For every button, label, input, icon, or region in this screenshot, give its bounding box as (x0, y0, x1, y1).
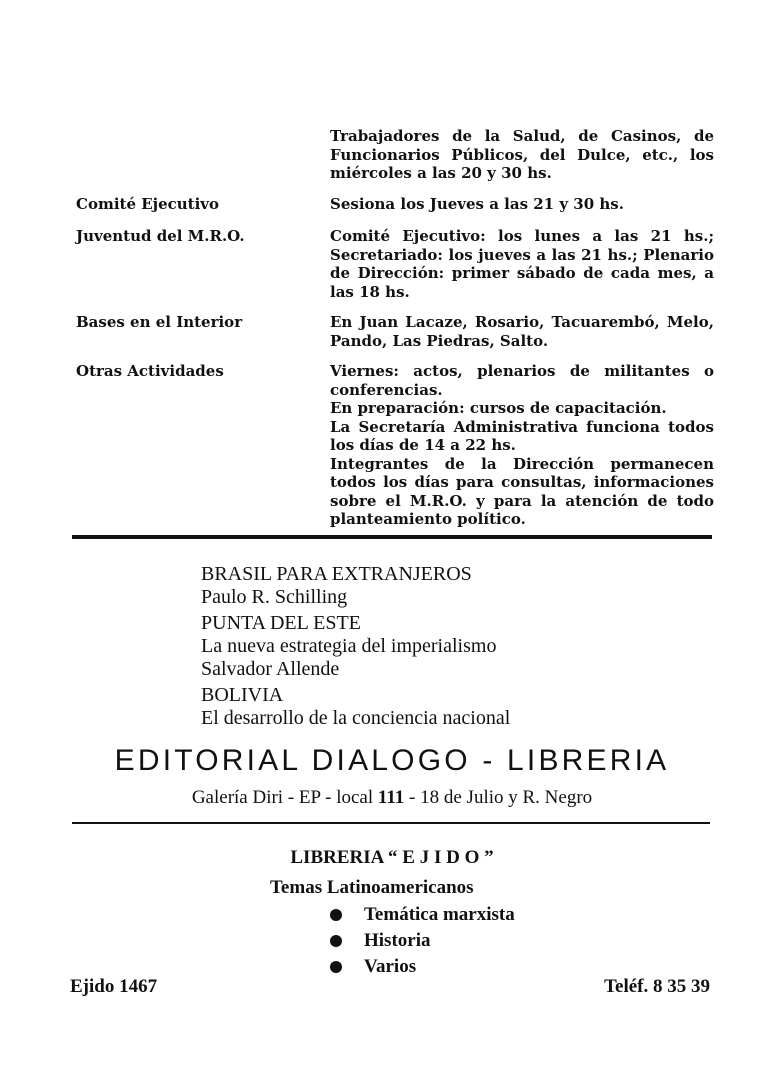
schedule-line: Comité Ejecutivo: los lunes a las 21 hs.; Secretariado: los jueves a las 21 hs.; Plenario de Dirección: primer sábado de cada mes, a las 18 hs. (330, 227, 714, 301)
schedule-description (330, 313, 714, 350)
book-title: BOLIVIA (201, 684, 284, 706)
schedule-line: En Juan Lacaze, Rosario, Tacuarembó, Melo, Pando, Las Piedras, Salto. (330, 313, 714, 350)
schedule-description (330, 195, 714, 214)
bullet-icon (330, 909, 342, 921)
address-part: - 18 de Julio y R. Negro (404, 787, 593, 808)
editorial-address (72, 786, 712, 810)
book-list (201, 563, 661, 733)
book-subtitle: El desarrollo de la conciencia nacional (201, 707, 511, 729)
divider-rule (72, 535, 712, 539)
book-title: BRASIL PARA EXTRANJEROS (201, 563, 472, 585)
libreria-title: LIBRERIA “ E J I D O ” (290, 847, 494, 868)
libreria-phone: Teléf. 8 35 39 (604, 976, 710, 997)
book-author: Paulo R. Schilling (201, 586, 348, 608)
topic-label: Historia (364, 930, 431, 951)
topic-label: Varios (364, 956, 417, 977)
topic-item (326, 928, 515, 954)
schedule-line: La Secretaría Administrativa funciona todos los días de 14 a 22 hs. (330, 417, 714, 454)
schedule-label: Bases en el Interior (76, 313, 243, 331)
topic-item (326, 954, 515, 980)
book-item (201, 684, 661, 730)
schedule-line: Sesiona los Jueves a las 21 y 30 hs. (330, 195, 624, 213)
schedule-label: Comité Ejecutivo (76, 195, 219, 213)
schedule-label: Otras Actividades (76, 362, 224, 380)
book-item (201, 563, 661, 609)
book-author: Salvador Allende (201, 658, 340, 680)
schedule-line: Viernes: actos, plenarios de militantes o conferencias. (330, 362, 714, 399)
schedule-line: Integrantes de la Dirección permanecen todos los días para consultas, informaciones sobre el M.R.O. y para la atención de todo planteamiento político. (330, 454, 714, 528)
schedule-label: Juventud del M.R.O. (76, 227, 245, 245)
schedule-line: Trabajadores de la Salud, de Casinos, de Funcionarios Públicos, del Dulce, etc., los miércoles a las 20 y 30 hs. (330, 127, 714, 182)
schedule-line: En preparación: cursos de capacitación. (330, 399, 667, 417)
book-title: PUNTA DEL ESTE (201, 612, 361, 634)
libreria-address: Ejido 1467 (70, 976, 158, 997)
bullet-icon (330, 935, 342, 947)
book-item (201, 612, 661, 681)
address-number: 111 (377, 787, 405, 808)
editorial-name: EDITORIAL DIALOGO - LIBRERIA (114, 744, 670, 777)
topic-label: Temática marxista (364, 904, 515, 925)
topic-item (326, 902, 515, 928)
schedule-description (330, 362, 714, 529)
libreria-topics (326, 902, 515, 980)
book-subtitle: La nueva estrategia del imperialismo (201, 635, 497, 657)
address-part: Galería Diri - EP - local (191, 787, 378, 808)
schedule-description (330, 127, 714, 183)
bullet-icon (330, 961, 342, 973)
schedule-description (330, 227, 714, 301)
libreria-subtitle: Temas Latinoamericanos (270, 877, 474, 898)
divider-rule (72, 822, 710, 824)
